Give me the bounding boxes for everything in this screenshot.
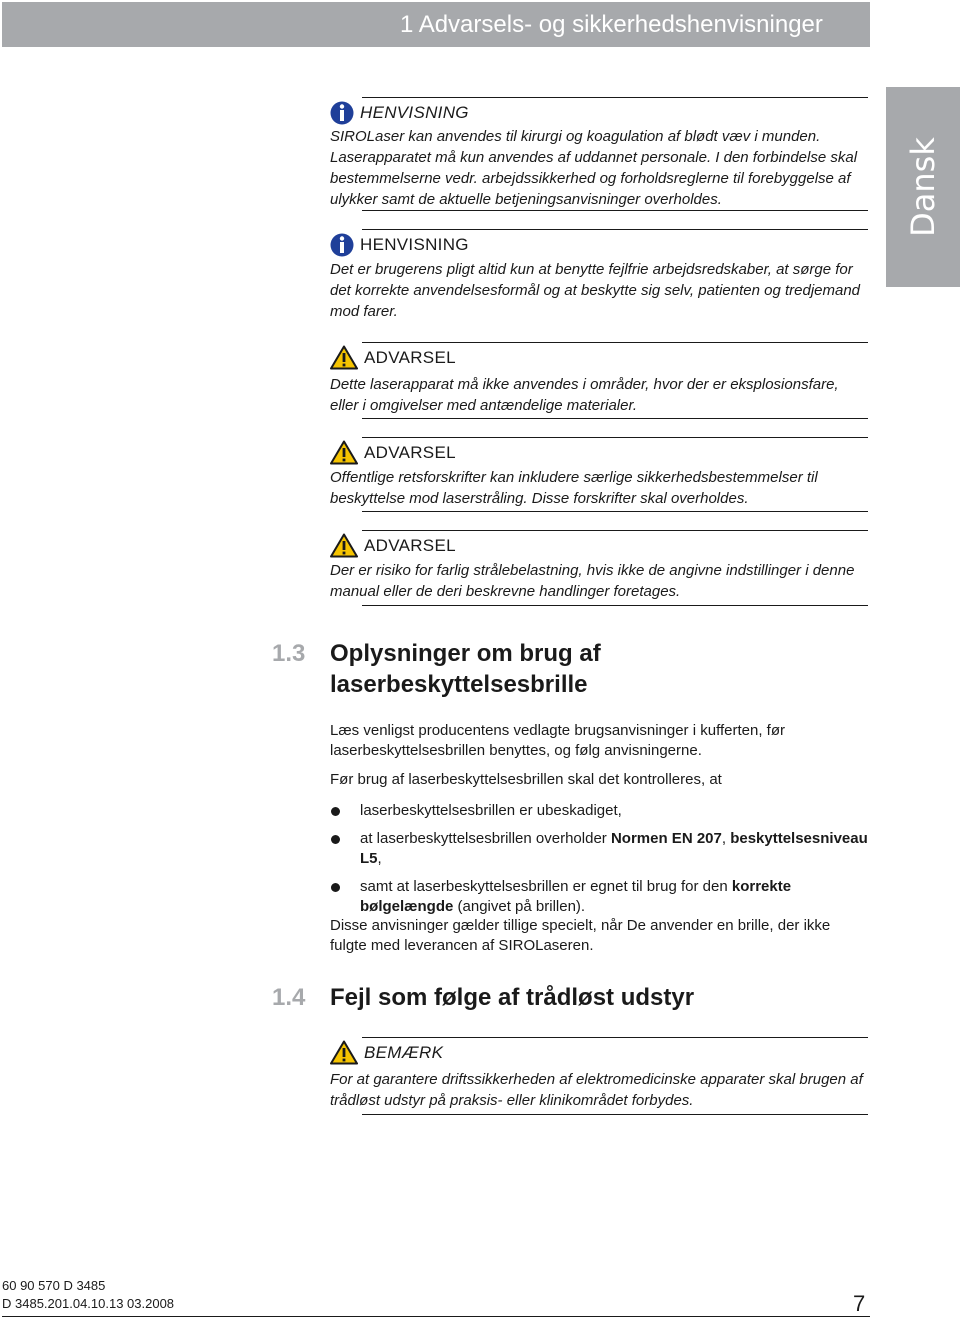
notice-rule bbox=[362, 437, 868, 438]
document-revision: D 3485.201.04.10.13 03.2008 bbox=[2, 1296, 175, 1311]
footer-rule bbox=[2, 1316, 870, 1317]
paragraph: Før brug af laserbeskyttelsesbrillen skal det kontrolleres, at bbox=[330, 771, 722, 788]
list-item: samt at laserbeskyttelsesbrillen er egnet til brug for den korrekte bølgelængde (angivet på brillen). bbox=[330, 877, 870, 917]
paragraph: Læs venligst producentens vedlagte brugsanvisninger i kufferten, før laserbeskyttelsesbrillen benyttes, og følg anvisningerne. bbox=[330, 722, 785, 759]
notice-text: For at garantere driftssikkerheden af elektromedicinske apparater skal brugen af trådløst udstyr på praksis- eller klinikområdet forbydes. bbox=[330, 1071, 863, 1109]
section-title bbox=[330, 638, 850, 700]
paragraph: Disse anvisninger gælder tillige specielt, når De anvender en brille, der ikke fulgte med leverancen af SIROLaseren. bbox=[330, 917, 831, 954]
notice-text: Det er brugerens pligt altid kun at benytte fejlfrie arbejdsredskaber, at sørge for det korrekte anvendelsesformål og at beskytte sig selv, patienten og tredjemand mod farer. bbox=[330, 261, 861, 320]
warning-icon bbox=[330, 440, 358, 465]
warning-icon bbox=[330, 533, 358, 558]
section-title-line: laserbeskyttelsesbrille bbox=[330, 671, 588, 698]
list-item: laserbeskyttelsesbrillen er ubeskadiget, bbox=[330, 801, 870, 821]
notice-rule bbox=[362, 210, 868, 211]
notice-heading: ADVARSEL bbox=[364, 535, 456, 555]
language-tab bbox=[886, 87, 960, 287]
notice-rule bbox=[362, 229, 868, 230]
notice-heading: BEMÆRK bbox=[364, 1042, 444, 1062]
section-title-line: Oplysninger om brug af bbox=[330, 640, 601, 667]
notice-rule bbox=[362, 1037, 868, 1038]
warning-icon bbox=[330, 1040, 358, 1065]
info-icon bbox=[330, 100, 354, 126]
notice-text: Offentlige retsforskrifter kan inkludere særlige sikkerhedsbestemmelser til beskyttelse mod laserstråling. Disse forskrifter skal overholdes. bbox=[330, 469, 818, 507]
chapter-header bbox=[2, 2, 870, 47]
notice-rule bbox=[362, 1114, 868, 1115]
notice-rule bbox=[362, 418, 868, 419]
notice-heading: HENVISNING bbox=[360, 103, 469, 122]
section-title: Fejl som følge af trådløst udstyr bbox=[330, 984, 695, 1011]
list-item: at laserbeskyttelsesbrillen overholder Normen EN 207, beskyttelsesniveau L5, bbox=[330, 829, 870, 869]
page-number: 7 bbox=[853, 1291, 866, 1316]
notice-heading: HENVISNING bbox=[360, 235, 469, 254]
bullet-list bbox=[330, 801, 870, 925]
notice-rule bbox=[362, 530, 868, 531]
notice-rule bbox=[362, 605, 868, 606]
document-number: 60 90 570 D 3485 bbox=[2, 1278, 106, 1293]
section-number: 1.3 bbox=[272, 640, 306, 667]
notice-heading: ADVARSEL bbox=[364, 347, 456, 367]
language-tab-label: Dansk bbox=[904, 137, 942, 237]
notice-text: Der er risiko for farlig strålebelastning, hvis ikke de angivne indstillinger i denne manual eller de deri beskrevne handlinger foretages. bbox=[330, 562, 855, 600]
notice-text: Dette laserapparat må ikke anvendes i områder, hvor der er eksplosionsfare, eller i omgivelser med antændelige materialer. bbox=[330, 376, 839, 414]
warning-icon bbox=[330, 345, 358, 370]
notice-heading: ADVARSEL bbox=[364, 442, 456, 462]
info-icon bbox=[330, 232, 354, 258]
notice-rule bbox=[362, 97, 868, 98]
section-number: 1.4 bbox=[272, 984, 306, 1011]
notice-rule bbox=[362, 511, 868, 512]
chapter-title: 1 Advarsels- og sikkerhedshenvisninger bbox=[400, 11, 823, 38]
notice-text: SIROLaser kan anvendes til kirurgi og koagulation af blødt væv i munden. Laserapparatet må kun anvendes af uddannet personale. I den forbindelse skal bestemmelserne vedr. arbejdssikkerhed og forholdsreglerne til forebyggelse af ulykker samt de aktuelle betjeningsanvisninger overholdes. bbox=[330, 128, 858, 208]
notice-rule bbox=[362, 342, 868, 343]
